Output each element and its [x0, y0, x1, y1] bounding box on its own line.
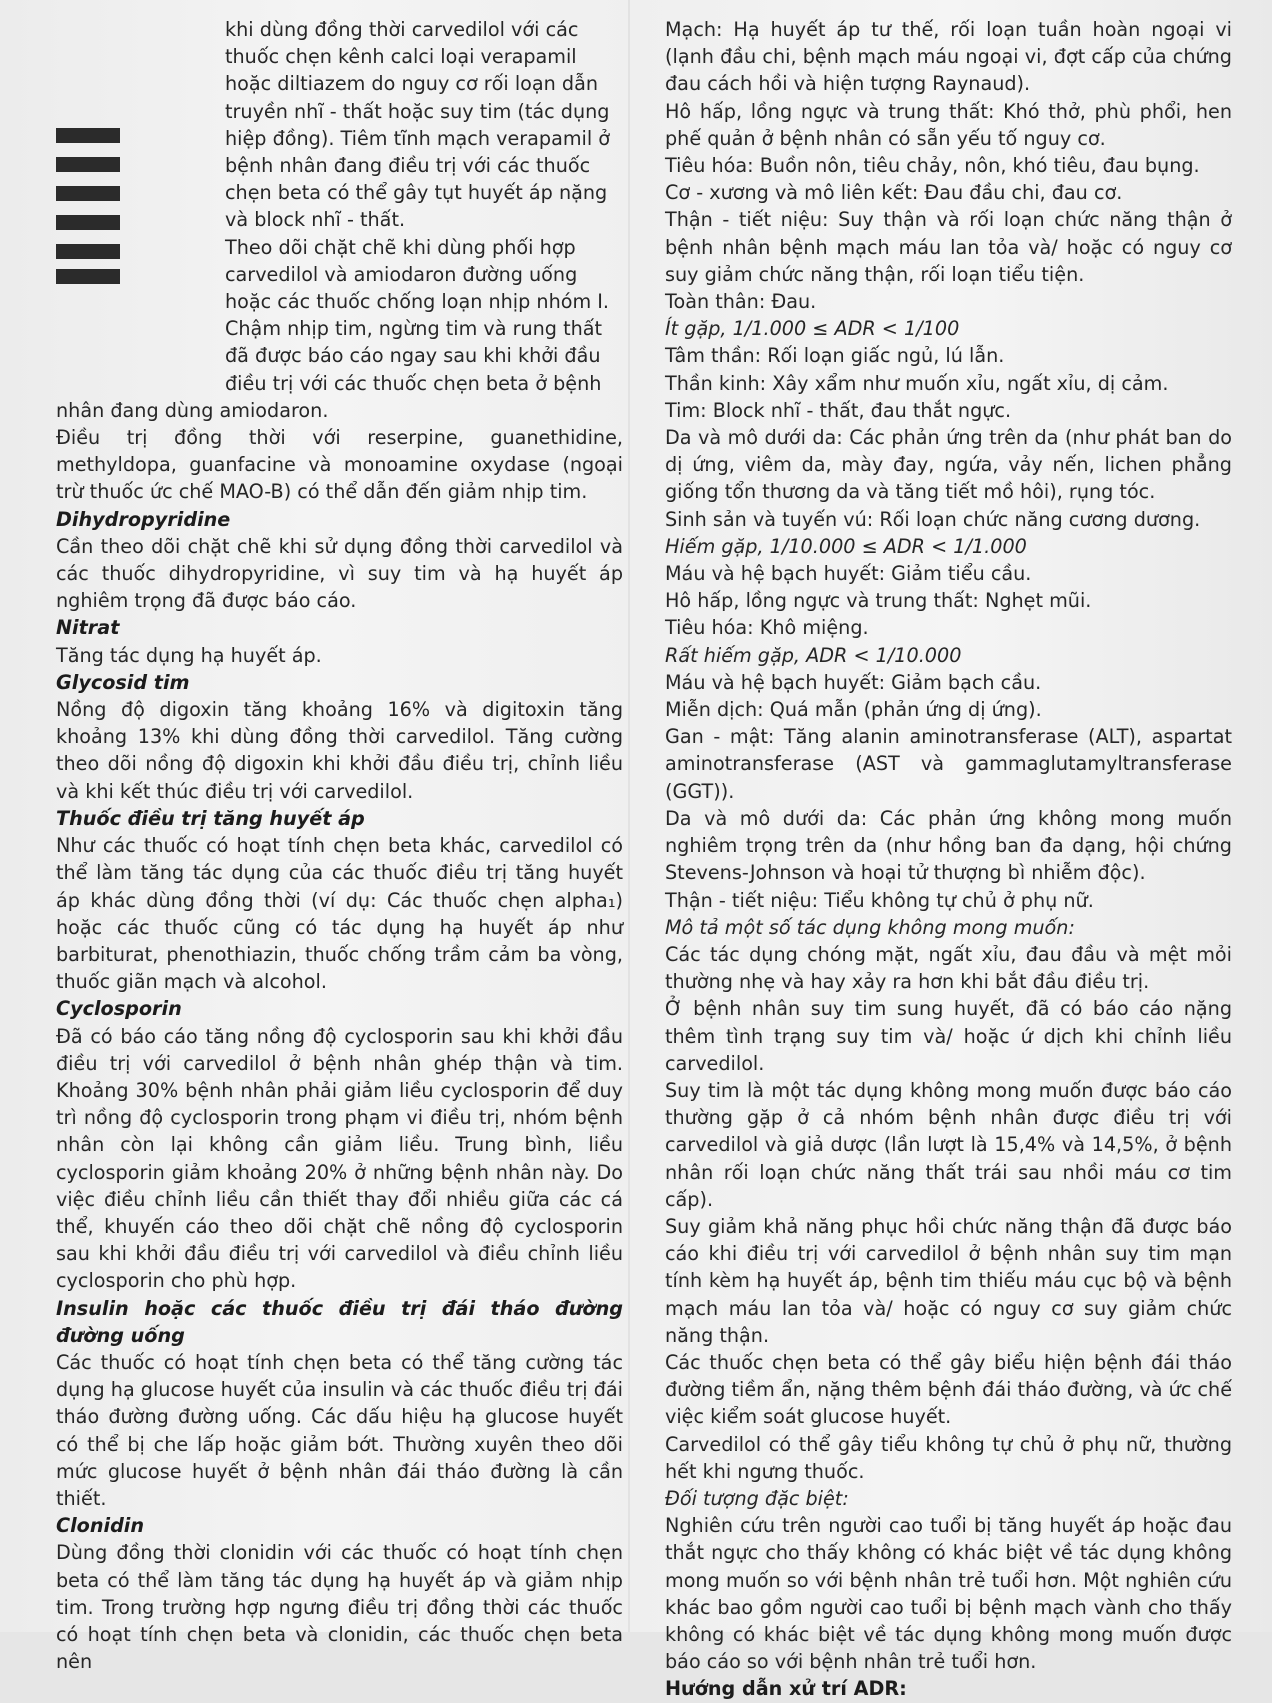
- intro-line: Chậm nhịp tim, ngừng tim và rung thất: [225, 317, 603, 341]
- tim-text: Tim: Block nhĩ - thất, đau thắt ngực.: [665, 398, 1012, 422]
- antihypertensive-heading: Thuốc điều trị tăng huyết áp: [56, 806, 365, 830]
- da-nghiem-trong-text: Da và mô dưới da: Các phản ứng không mong muốn nghiêm trọng trên da (như hồng ban đa dạng, hội chứng Stevens-Johnson và hoại tử thượng bì nhiễm độc).: [665, 806, 1232, 885]
- toan-than-text: Toàn thân: Đau.: [665, 290, 817, 314]
- mach-text: Mạch: Hạ huyết áp tư thế, rối loạn tuần hoàn ngoại vi (lạnh đầu chi, bệnh mạch máu ngoại vi, đợt cấp của chứng đau cách hồi và hiện tượng Raynaud).: [665, 18, 1232, 96]
- clonidin-heading: Clonidin: [56, 1514, 145, 1538]
- left-column: [56, 16, 623, 1675]
- cyclosporin-text: Đã có báo cáo tăng nồng độ cyclosporin sau khi khởi đầu điều trị với carvedilol ở bệnh nhân ghép thận và tim. Khoảng 30% bệnh nhân phải giảm liều cyclosporin để duy trì nồng độ cyclosporin trong phạm vi điều trị, nhóm bệnh nhân còn lại không cần giảm liều. Trung bình, liều cyclosporin giảm khoảng 20% ở những bệnh nhân này. Do việc điều chỉnh liều cần thiết thay đổi nhiều giữa các cá thể, khuyến cáo theo dõi chặt chẽ nồng độ cyclosporin sau khi khởi đầu điều trị với carvedilol và điều chỉnh liều cyclosporin cho phù hợp.: [56, 1024, 623, 1293]
- hiem-gap-heading: Hiếm gặp, 1/10.000 ≤ ADR < 1/1.000: [665, 534, 1027, 558]
- gan-mat-text: Gan - mật: Tăng alanin aminotransferase (ALT), aspartat aminotransferase (AST và gammaglutamyltransferase (GGT)).: [665, 725, 1232, 803]
- amiodaron-end: nhân đang dùng amiodaron.: [56, 398, 329, 422]
- nitrat-heading: Nitrat: [56, 616, 120, 640]
- tieu-hoa-text: Tiêu hóa: Buồn nôn, tiêu chảy, nôn, khó tiêu, đau bụng.: [665, 154, 1200, 178]
- intro-line: hoặc diltiazem do nguy cơ rối loạn dẫn: [225, 72, 599, 96]
- mo-ta-heading: Mô tả một số tác dụng không mong muốn:: [665, 915, 1075, 939]
- tam-than-text: Tâm thần: Rối loạn giấc ngủ, lú lẫn.: [665, 344, 1005, 368]
- doi-tuong-heading: Đối tượng đặc biệt:: [665, 1486, 849, 1510]
- huong-dan-heading: Hướng dẫn xử trí ADR:: [665, 1677, 907, 1701]
- glycosid-heading: Glycosid tim: [56, 670, 190, 694]
- intro-line: hiệp đồng). Tiêm tĩnh mạch verapamil ở: [225, 126, 611, 150]
- mau-tieu-cau-text: Máu và hệ bạch huyết: Giảm tiểu cầu.: [665, 562, 1032, 586]
- mo-ta-5: Các thuốc chẹn beta có thể gây biểu hiện bệnh đái tháo đường tiềm ẩn, nặng thêm bệnh đái tháo đường, và ức chế việc kiểm soát glucose huyết.: [665, 1350, 1232, 1429]
- intro-line: truyền nhĩ - thất hoặc suy tim (tác dụng: [225, 99, 610, 123]
- than-tieu-text: Thận - tiết niệu: Tiểu không tự chủ ở phụ nữ.: [665, 888, 1094, 912]
- intro-line: bệnh nhân đang điều trị với các thuốc: [225, 154, 591, 178]
- intro-line: điều trị với các thuốc chẹn beta ở bệnh: [225, 371, 602, 395]
- tieu-hoa-kho-text: Tiêu hóa: Khô miệng.: [665, 616, 869, 640]
- insulin-text: Các thuốc có hoạt tính chẹn beta có thể tăng cường tác dụng hạ glucose huyết của insulin và các thuốc điều trị đái tháo đường đường uống. Các dấu hiệu hạ glucose huyết có thể bị che lấp hoặc giảm bớt. Thường xuyên theo dõi mức glucose huyết ở bệnh nhân đái tháo đường là cần thiết.: [56, 1350, 623, 1510]
- mien-dich-text: Miễn dịch: Quá mẫn (phản ứng dị ứng).: [665, 698, 1042, 722]
- intro-line: Theo dõi chặt chẽ khi dùng phối hợp: [225, 235, 576, 259]
- than-tiet-nieu-text: Thận - tiết niệu: Suy thận và rối loạn chức năng thận ở bệnh nhân bệnh mạch máu lan tỏa và/ hoặc có nguy cơ suy giảm chức năng thận, rối loạn tiểu tiện.: [665, 208, 1232, 286]
- doi-tuong-text: Nghiên cứu trên người cao tuổi bị tăng huyết áp hoặc đau thắt ngực cho thấy không có khác biệt về tác dụng không mong muốn so với bệnh nhân trẻ tuổi hơn. Một nghiên cứu khác bao gồm người cao tuổi bị bệnh mạch vành cho thấy không có khác biệt về tác dụng không mong muốn được báo cáo so với bệnh nhân trẻ tuổi hơn.: [665, 1514, 1232, 1674]
- intro-block: [225, 16, 623, 397]
- dihydropyridine-heading: Dihydropyridine: [56, 507, 231, 531]
- nitrat-text: Tăng tác dụng hạ huyết áp.: [56, 643, 322, 667]
- insulin-heading: Insulin hoặc các thuốc điều trị đái tháo đường đường uống: [56, 1296, 623, 1347]
- da-text: Da và mô dưới da: Các phản ứng trên da (như phát ban do dị ứng, viêm da, mày đay, ngứa, vảy nến, lichen phẳng giống tổn thương da và tăng tiết mồ hôi), rụng tóc.: [665, 426, 1232, 504]
- co-xuong-text: Cơ - xương và mô liên kết: Đau đầu chi, đau cơ.: [665, 181, 1123, 205]
- mo-ta-1: Các tác dụng chóng mặt, ngất xỉu, đau đầu và mệt mỏi thường nhẹ và hay xảy ra hơn khi bắt đầu điều trị.: [665, 942, 1232, 994]
- page-fold: [628, 0, 630, 1632]
- mo-ta-4: Suy giảm khả năng phục hồi chức năng thận đã được báo cáo khi điều trị với carvedilol ở bệnh nhân suy tim mạn tính kèm hạ huyết áp, bệnh tim thiếu máu cục bộ và bệnh mạch máu lan tỏa và/ hoặc có nguy cơ suy giảm chức năng thận.: [665, 1214, 1232, 1347]
- intro-line: khi dùng đồng thời carvedilol với các: [225, 18, 579, 41]
- intro-line: carvedilol và amiodaron đường uống: [225, 262, 578, 286]
- clonidin-text: Dùng đồng thời clonidin với các thuốc có hoạt tính chẹn beta có thể làm tăng tác dụng hạ huyết áp và giảm nhịp tim. Trong trường hợp ngưng điều trị đồng thời các thuốc có hoạt tính chẹn beta và clonidin, các thuốc chẹn beta nên: [56, 1541, 623, 1674]
- mo-ta-3: Suy tim là một tác dụng không mong muốn được báo cáo thường gặp ở cả nhóm bệnh nhân được điều trị với carvedilol và giả dược (lần lượt là 15,4% và 14,5%, ở bệnh nhân rối loạn chức năng thất trái sau nhồi máu cơ tim cấp).: [665, 1078, 1232, 1211]
- dihydropyridine-text: Cần theo dõi chặt chẽ khi sử dụng đồng thời carvedilol và các thuốc dihydropyridine, vì suy tim và hạ huyết áp nghiêm trọng đã được báo cáo.: [56, 534, 623, 613]
- intro-line: chẹn beta có thể gây tụt huyết áp nặng: [225, 181, 608, 205]
- rat-hiem-heading: Rất hiếm gặp, ADR < 1/10.000: [665, 643, 962, 667]
- antihypertensive-text: Như các thuốc có hoạt tính chẹn beta khác, carvedilol có thể làm tăng tác dụng của các thuốc điều trị tăng huyết áp khác dùng đồng thời (ví dụ: Các thuốc chẹn alpha₁) hoặc các thuốc cũng có tác dụng hạ huyết áp như barbiturat, phenothiazin, thuốc chống trầm cảm ba vòng, thuốc giãn mạch và alcohol.: [56, 834, 623, 994]
- mau-bach-cau-text: Máu và hệ bạch huyết: Giảm bạch cầu.: [665, 670, 1042, 694]
- mo-ta-2: Ở bệnh nhân suy tim sung huyết, đã có báo cáo nặng thêm tình trạng suy tim và/ hoặc ứ dịch khi chỉnh liều carvedilol.: [665, 997, 1232, 1075]
- intro-line: hoặc các thuốc chống loạn nhịp nhóm I.: [225, 290, 610, 314]
- glycosid-text: Nồng độ digoxin tăng khoảng 16% và digitoxin tăng khoảng 13% khi dùng đồng thời carvedilol. Tăng cường theo dõi nồng độ digoxin khi khởi đầu điều trị, chỉnh liều và khi kết thúc điều trị với carvedilol.: [56, 698, 623, 803]
- cyclosporin-heading: Cyclosporin: [56, 997, 182, 1021]
- sinh-san-text: Sinh sản và tuyến vú: Rối loạn chức năng cương dương.: [665, 507, 1201, 531]
- right-column: [665, 16, 1232, 1703]
- it-gap-heading: Ít gặp, 1/1.000 ≤ ADR < 1/100: [665, 317, 960, 341]
- ho-hap-text: Hô hấp, lồng ngực và trung thất: Khó thở, phù phổi, hen phế quản ở bệnh nhân có sẵn yếu tố nguy cơ.: [665, 99, 1232, 150]
- intro-line: đã được báo cáo ngay sau khi khởi đầu: [225, 344, 601, 368]
- reserpine-paragraph: Điều trị đồng thời với reserpine, guanethidine, methyldopa, guanfacine và monoamine oxydase (ngoại trừ thuốc ức chế MAO-B) có thể dẫn đến giảm nhịp tim.: [56, 426, 623, 504]
- ho-hap-nghet-text: Hô hấp, lồng ngực và trung thất: Nghẹt mũi.: [665, 589, 1092, 613]
- mo-ta-6: Carvedilol có thể gây tiểu không tự chủ ở phụ nữ, thường hết khi ngưng thuốc.: [665, 1432, 1232, 1483]
- than-kinh-text: Thần kinh: Xây xẩm như muốn xỉu, ngất xỉu, dị cảm.: [665, 371, 1169, 395]
- intro-line: thuốc chẹn kênh calci loại verapamil: [225, 45, 577, 69]
- intro-line: và block nhĩ - thất.: [225, 208, 406, 232]
